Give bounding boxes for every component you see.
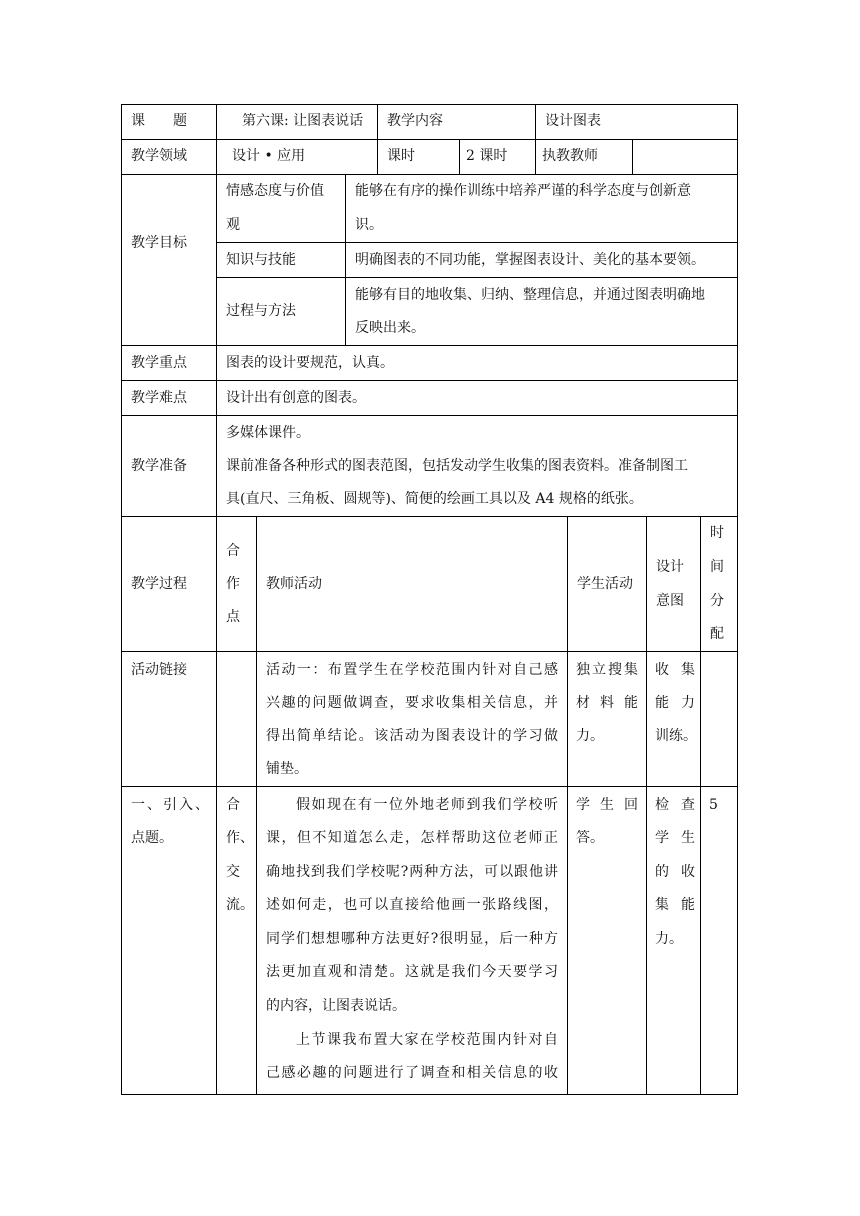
table-rule (121, 104, 122, 1095)
key-point-text: 图表的设计要规范，认真。 (226, 355, 394, 371)
design-intent-line: 力。 (655, 931, 683, 947)
process-stage: 活动链接 (131, 662, 187, 678)
content-label: 教学内容 (387, 113, 443, 129)
domain-label: 教学领域 (131, 148, 187, 164)
objective-text: 识。 (355, 217, 383, 233)
student-activity-line: 材 料 能 (576, 695, 638, 711)
content-value: 设计图表 (545, 113, 601, 129)
teacher-label: 执教教师 (542, 148, 598, 164)
student-activity-line: 答。 (576, 830, 604, 846)
preparation-line: 多媒体课件。 (226, 425, 310, 441)
coop-point-line: 合 (226, 797, 240, 813)
preparation-label: 教学准备 (131, 458, 187, 474)
design-intent-line: 训练。 (655, 728, 697, 744)
difficulty-text: 设计出有创意的图表。 (226, 390, 366, 406)
teacher-activity-line: 铺垫。 (266, 761, 308, 777)
key-point-label: 教学重点 (131, 355, 187, 371)
teacher-activity-line: 的内容，让图表说话。 (266, 998, 406, 1014)
student-activity-line: 学 生 回 (576, 797, 638, 813)
teacher-activity-line: 得出简单结论。该活动为图表设计的学习做 (266, 728, 558, 744)
table-rule (121, 345, 738, 346)
design-intent-line: 收 集 (655, 662, 695, 678)
objective-text: 能够在有序的操作训练中培养严谨的科学态度与创新意 (355, 183, 691, 199)
hours-label: 课时 (387, 148, 415, 164)
objective-name: 过程与方法 (226, 303, 296, 319)
table-rule (567, 516, 568, 1095)
table-rule (377, 104, 378, 139)
lesson-label: 课 题 (131, 113, 187, 129)
objective-text: 反映出来。 (355, 320, 425, 336)
teacher-activity-line: 己感必趣的问题进行了调查和相关信息的收 (266, 1065, 558, 1081)
table-rule (345, 174, 346, 345)
table-rule (535, 104, 536, 139)
table-rule (121, 415, 738, 416)
design-intent-line: 学 生 (655, 830, 695, 846)
process-header-intent: 意图 (656, 593, 684, 609)
table-rule (535, 139, 536, 174)
design-intent-line: 的 收 (655, 864, 695, 880)
coop-point-line: 作、 (226, 830, 254, 846)
objective-name: 知识与技能 (226, 252, 296, 268)
table-rule (256, 516, 257, 1095)
process-stage: 点题。 (131, 830, 173, 846)
time-allocation: 5 (709, 797, 718, 813)
teacher-activity-line: 课，但不知道怎么走，怎样帮助这位老师正 (266, 830, 558, 846)
hours-value: 2 课时 (466, 148, 508, 164)
objectives-label: 教学目标 (131, 235, 187, 251)
teacher-activity-line: 活动一：布置学生在学校范围内针对自己感 (266, 662, 558, 678)
design-intent-line: 集 能 (655, 897, 695, 913)
process-header-stage: 教学过程 (131, 576, 187, 592)
table-rule (377, 139, 378, 174)
objective-text: 能够有目的地收集、归纳、整理信息，并通过图表明确地 (355, 287, 705, 303)
table-rule (700, 516, 701, 1095)
objective-name: 观 (226, 217, 240, 233)
preparation-line: 课前准备各种形式的图表范图，包括发动学生收集的图表资料。准备制图工 (226, 458, 688, 474)
domain-value: 设计 • 应用 (232, 148, 306, 164)
student-activity-line: 力。 (576, 728, 604, 744)
design-intent-line: 检 查 (655, 797, 695, 813)
table-rule (216, 104, 217, 1095)
process-header-time: 配 (710, 626, 724, 642)
process-header-time: 间 (710, 559, 724, 575)
process-header-time: 分 (710, 593, 724, 609)
lesson-title: 第六课: 让图表说话 (242, 113, 364, 129)
process-header-intent: 设计 (656, 559, 684, 575)
process-header-teacher: 教师活动 (266, 576, 322, 592)
table-rule (121, 380, 738, 381)
process-header-coop: 作 (226, 576, 240, 592)
coop-point-line: 交 (226, 864, 240, 880)
objective-text: 明确图表的不同功能，掌握图表设计、美化的基本要领。 (355, 252, 705, 268)
teacher-activity-line: 法更加直观和清楚。这就是我们今天要学习 (266, 964, 558, 980)
teacher-activity-line: 确地找到我们学校呢?两种方法，可以跟他讲 (266, 864, 558, 880)
objective-name: 情感态度与价值 (226, 183, 324, 199)
student-activity-line: 独立搜集 (576, 662, 638, 678)
process-header-student: 学生活动 (577, 576, 633, 592)
teacher-activity-line: 上节课我布置大家在学校范围内针对自 (296, 1032, 558, 1048)
design-intent-line: 能 力 (655, 695, 695, 711)
preparation-line: 具(直尺、三角板、圆规等)、简便的绘画工具以及 A4 规格的纸张。 (226, 491, 643, 507)
table-rule (459, 139, 460, 174)
table-rule (121, 139, 738, 140)
process-header-coop: 点 (226, 609, 240, 625)
teacher-activity-line: 兴趣的问题做调查，要求收集相关信息，并 (266, 695, 558, 711)
process-header-time: 时 (710, 525, 724, 541)
table-rule (646, 516, 647, 1095)
table-rule (632, 139, 633, 174)
teacher-activity-line: 述如何走，也可以直接给他画一张路线图， (266, 897, 558, 913)
table-rule (737, 104, 738, 1095)
coop-point-line: 流。 (226, 897, 254, 913)
difficulty-label: 教学难点 (131, 390, 187, 406)
process-stage: 一、引入、 (131, 797, 209, 813)
process-header-coop: 合 (226, 543, 240, 559)
teacher-activity-line: 同学们想想哪种方法更好?很明显，后一种方 (266, 931, 558, 947)
teacher-activity-line: 假如现在有一位外地老师到我们学校听 (296, 797, 558, 813)
